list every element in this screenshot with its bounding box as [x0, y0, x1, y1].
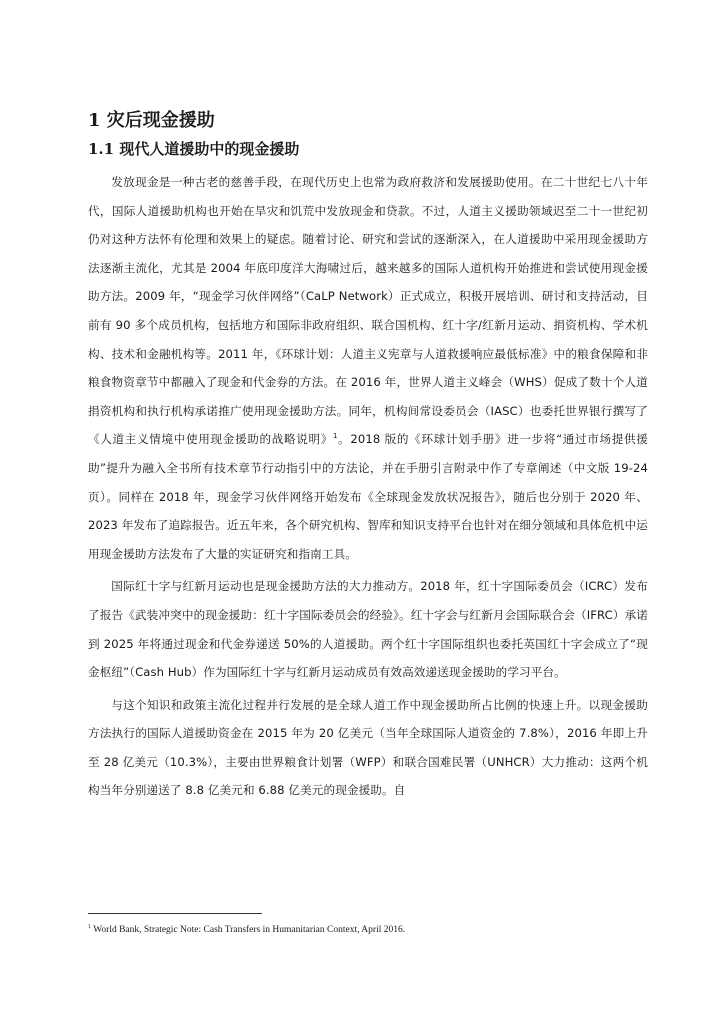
footnote-text: World Bank, Strategic Note: Cash Transfers in Humanitarian Context, April 2016. [91, 925, 406, 935]
paragraph-1 [88, 168, 648, 568]
footnote-reference[interactable]: 1 [333, 432, 338, 441]
subsection-heading: 1.1 现代人道援助中的现金援助 [88, 140, 300, 158]
paragraph-2: 国际红十字与红新月运动也是现金援助方法的大力推动方。2018 年，红十字国际委员会（ICRC）发布了报告《武装冲突中的现金援助：红十字国际委员会的经验》。红十字会与红新月会国际联合会（IFRC）承诺到 2025 年将通过现金和代金券递送 50%的人道援助。两个红十字国际组织也委托英国红十字会成立了“现金枢纽”（Cash Hub）作为国际红十字与红新月运动成员有效高效递送现金援助的学习平台。 [88, 579, 648, 680]
paragraph-3: 与这个知识和政策主流化过程并行发展的是全球人道工作中现金援助所占比例的快速上升。以现金援助方法执行的国际人道援助资金在 2015 年为 20 亿美元（当年全球国际人道资金的 7.8%），2016 年即上升至 28 亿美元（10.3%），主要由世界粮食计划署（WFP）和联合国难民署（UNHCR）大力推动：这两个机构当年分别递送了 8.8 亿美元和 6.88 亿美元的现金援助。自 [88, 697, 648, 798]
footnote [88, 924, 648, 937]
paragraph-1-text-continued: 。2018 版的《环球计划手册》进一步将“通过市场提供援助”提升为融入全书所有技术章节行动指引中的方法论，并在手册引言附录中作了专章阐述（中文版 19-24 页）。同样在 2018 年，现金学习伙伴网络开始发布《全球现金发放状况报告》，随后也分别于 2020 年、2023 年发布了追踪报告。近五年来，各个研究机构、智库和知识支持平台也针对在细分领域和具体危机中运用现金援助方法发布了大量的实证研究和指南工具。 [88, 432, 648, 561]
footnote-number: 1 [88, 923, 91, 930]
footnote-divider [88, 913, 262, 914]
section-heading: 1 灾后现金援助 [88, 110, 215, 131]
document-body [88, 108, 648, 805]
paragraph-1-text: 发放现金是一种古老的慈善手段，在现代历史上也常为政府救济和发展援助使用。在二十世纪七八十年代，国际人道援助机构也开始在旱灾和饥荒中发放现金和贷款。不过，人道主义援助领域迟至二十一世纪初仍对这种方法怀有伦理和效果上的疑虑。随着讨论、研究和尝试的逐渐深入，在人道援助中采用现金援助方法逐渐主流化，尤其是 2004 年底印度洋大海啸过后，越来越多的国际人道机构开始推进和尝试使用现金援助方法。2009 年，“现金学习伙伴网络”（CaLP Network）正式成立，积极开展培训、研讨和支持活动，目前有 90 多个成员机构，包括地方和国际非政府组织、联合国机构、红十字/红新月运动、捐资机构、学术机构、技术和金融机构等。2011 年，《环球计划：人道主义宪章与人道救援响应最低标准》中的粮食保障和非粮食物资章节中都融入了现金和代金券的方法。在 2016 年，世界人道主义峰会（WHS）促成了数十个人道捐资机构和执行机构承诺推广使用现金援助方法。同年，机构间常设委员会（IASC）也委托世界银行撰写了《人道主义情境中使用现金援助的战略说明》 [88, 175, 648, 447]
